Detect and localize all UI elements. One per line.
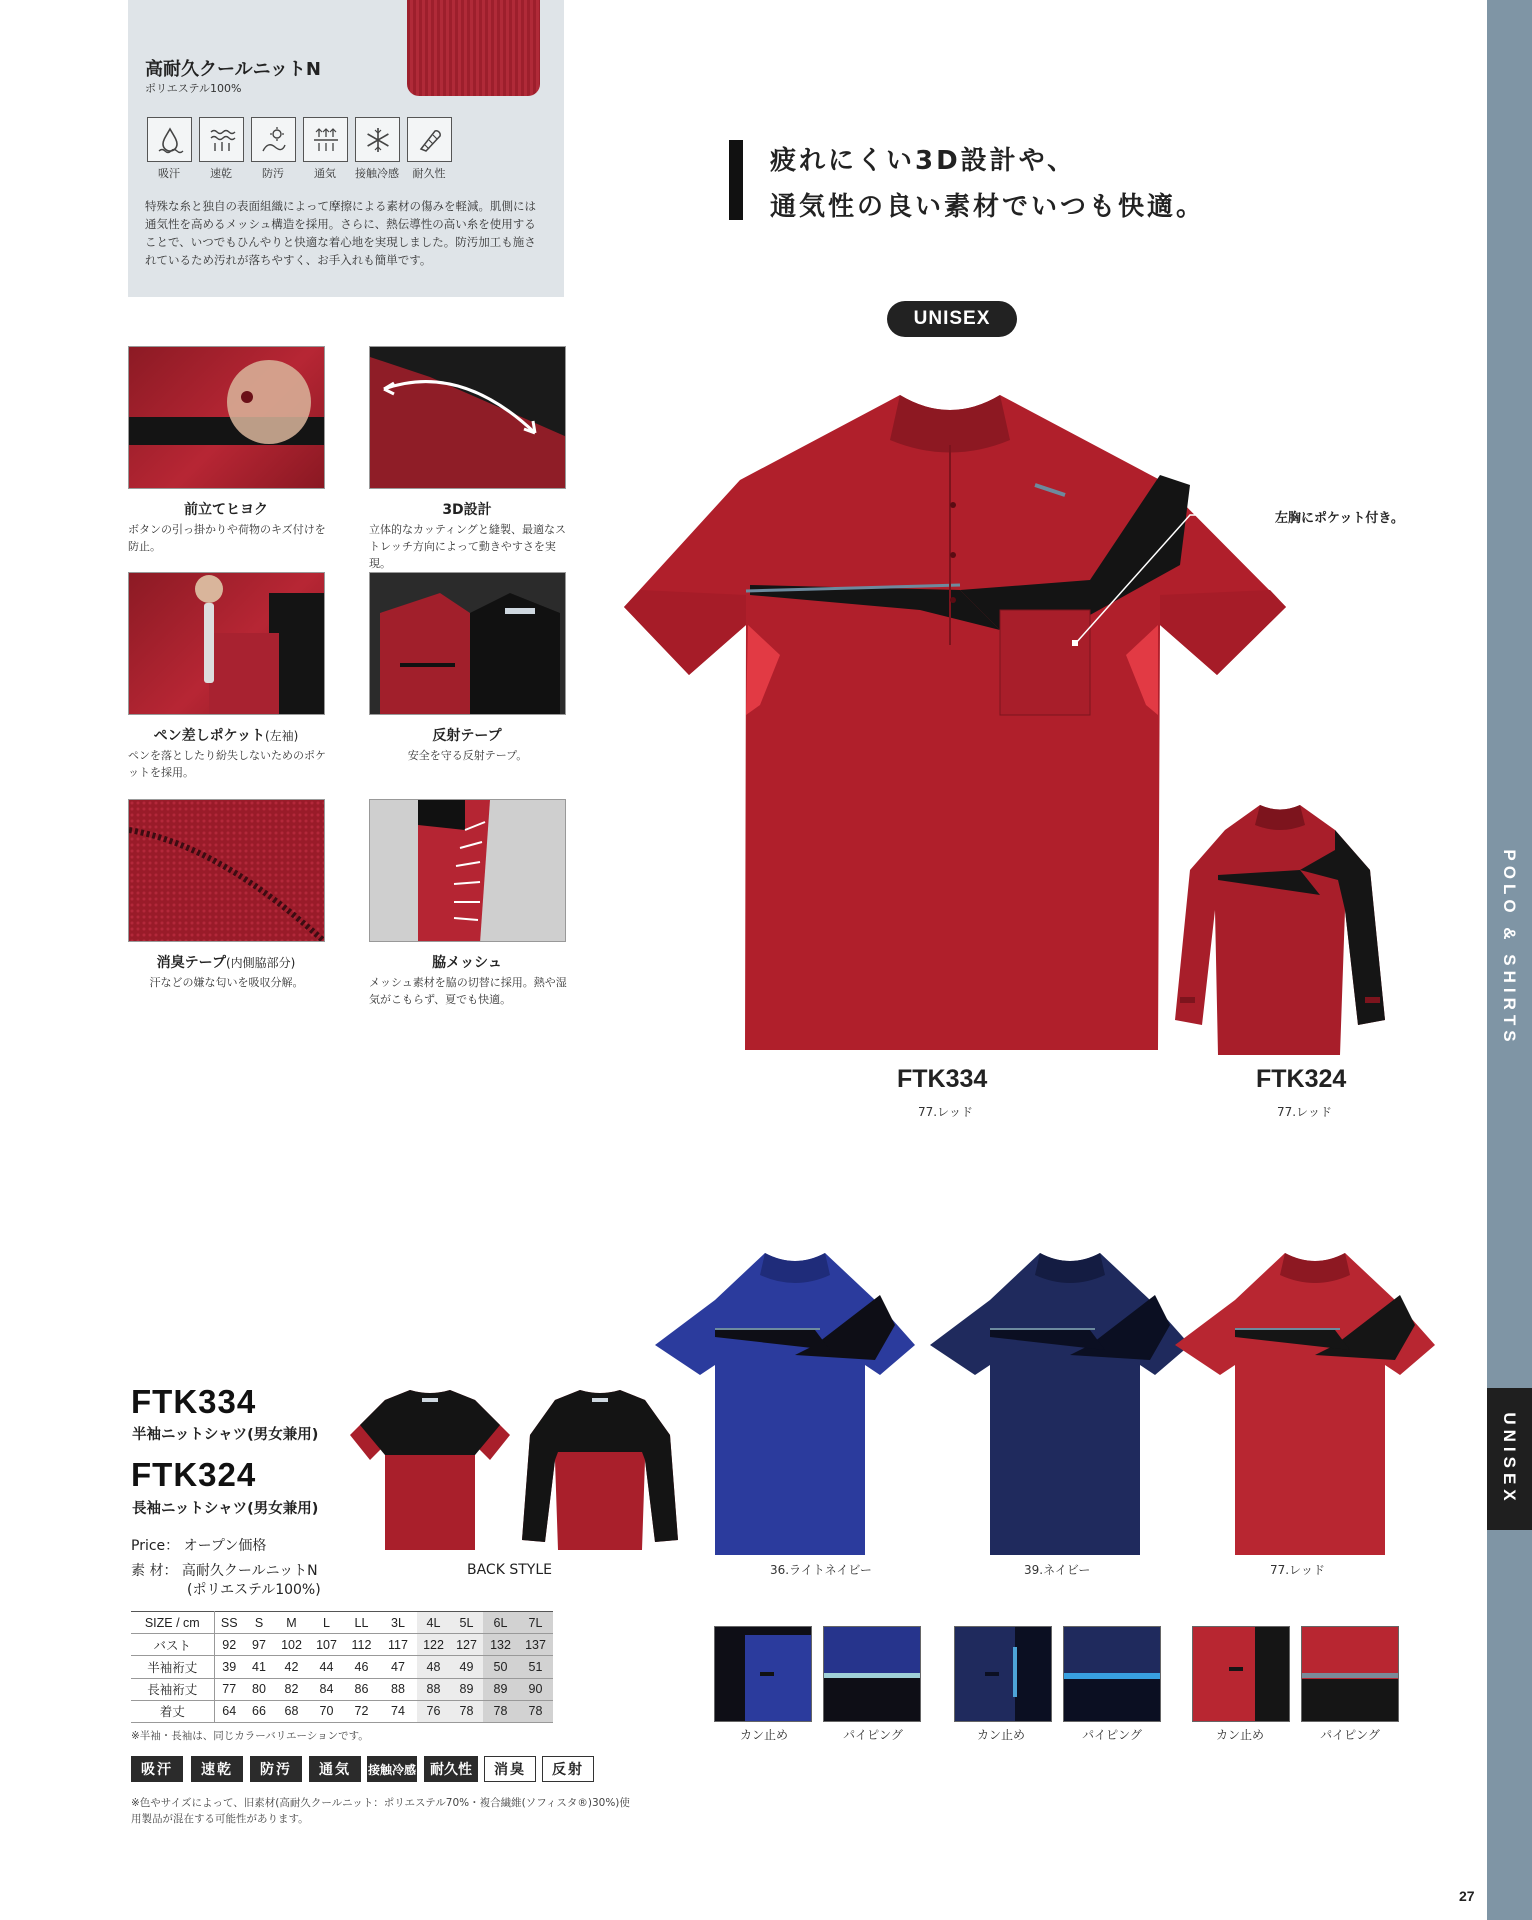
hero-code: FTK324 bbox=[1256, 1065, 1347, 1093]
page-number: 27 bbox=[1459, 1888, 1475, 1904]
unisex-badge: UNISEX bbox=[887, 301, 1017, 337]
back-style-short-sleeve bbox=[350, 1390, 510, 1550]
hero-color: 77.レッド bbox=[918, 1105, 973, 1119]
color-variant-shirts bbox=[655, 1245, 1465, 1555]
droplet-icon bbox=[147, 117, 192, 162]
detail-description: ボタンの引っ掛かりや荷物のキズ付けを防止。 bbox=[128, 523, 326, 553]
snowflake-icon bbox=[355, 117, 400, 162]
variant-shirt-red bbox=[1175, 1253, 1435, 1555]
fabric-icon-label: 接触冷感 bbox=[355, 167, 399, 180]
sidebar-category-label: POLO & SHIRTS bbox=[1500, 849, 1519, 1047]
closeup-piping-light-navy bbox=[823, 1626, 921, 1722]
detail-description: 立体的なカッティングと縫製、最適なストレッチ方向によって動きやすさを実現。 bbox=[369, 523, 567, 570]
price: Price： オープン価格 bbox=[131, 1538, 267, 1554]
size-table-header: SIZE / cm SS S M L LL 3L 4L 5L 6L 7L bbox=[131, 1612, 553, 1634]
feature-badge: 接触冷感 bbox=[367, 1756, 417, 1782]
closeup-piping-navy bbox=[1063, 1626, 1161, 1722]
closeup-label: カン止め bbox=[1215, 1728, 1264, 1742]
table-row: 着丈 64 66 68 70 72 74 76 78 78 78 bbox=[131, 1700, 553, 1722]
quick-dry-icon bbox=[199, 117, 244, 162]
closeup-label: カン止め bbox=[976, 1728, 1025, 1742]
table-row: バスト 92 97 102 107 112 117 122 127 132 137 bbox=[131, 1634, 553, 1656]
feature-badge: 反射 bbox=[542, 1756, 594, 1782]
fabric-description: 特殊な糸と独自の表面組織によって摩擦による素材の傷みを軽減。肌側には通気性を高めるメッシュ構造を採用。さらに、熱伝導性の高い糸を使用することで、いつでもひんやりと快適な着心地を実現しました。防汚加工も施されているため汚れが落ちやすく、お手入れも簡単です。 bbox=[145, 199, 536, 267]
fabric-swatch bbox=[407, 0, 540, 96]
fabric-icon-label: 耐久性 bbox=[412, 167, 446, 180]
closeup-label: パイピング bbox=[1320, 1728, 1380, 1742]
detail-description: 汗などの嫌な匂いを吸収分解。 bbox=[149, 976, 304, 989]
feature-badge: 防汚 bbox=[250, 1756, 302, 1782]
back-style-label: BACK STYLE bbox=[467, 1562, 552, 1578]
headline-bar bbox=[729, 140, 743, 220]
fabric-icon-label: 防汚 bbox=[262, 167, 284, 180]
detail-title: 消臭テープ(内側脇部分) bbox=[156, 955, 296, 971]
closeup-bartack-light-navy bbox=[714, 1626, 812, 1722]
durability-icon bbox=[407, 117, 452, 162]
closeup-label: パイピング bbox=[843, 1728, 903, 1742]
detail-description: メッシュ素材を脇の切替に採用。熱や湿気がこもらず、夏でも快適。 bbox=[369, 976, 567, 1006]
hero-shirt-long-sleeve bbox=[1170, 800, 1390, 1055]
detail-title: 脇メッシュ bbox=[432, 955, 502, 971]
closeup-piping-red bbox=[1301, 1626, 1399, 1722]
headline-line-2: 通気性の良い素材でいつも快適。 bbox=[770, 192, 1206, 222]
fabric-name: 高耐久クールニットN bbox=[145, 59, 321, 80]
stain-guard-icon bbox=[251, 117, 296, 162]
table-row: 長袖裄丈 77 80 82 84 86 88 88 89 89 90 bbox=[131, 1678, 553, 1700]
headline-line-1: 疲れにくい3D設計や、 bbox=[770, 146, 1077, 176]
detail-title: ペン差しポケット(左袖) bbox=[153, 728, 299, 744]
fabric-icon-label: 通気 bbox=[314, 167, 336, 180]
fabric-icon-label: 吸汗 bbox=[158, 167, 180, 180]
detail-photo-deodorant-tape bbox=[128, 799, 325, 942]
detail-title: 反射テープ bbox=[432, 728, 502, 744]
detail-title: 3D設計 bbox=[442, 502, 492, 518]
detail-photo-side-mesh bbox=[369, 799, 566, 942]
closeup-label: パイピング bbox=[1082, 1728, 1142, 1742]
headline bbox=[770, 138, 1205, 230]
ventilation-icon bbox=[303, 117, 348, 162]
detail-photo-pen-pocket bbox=[128, 572, 325, 715]
product-code-1: FTK334 bbox=[131, 1383, 257, 1420]
detail-title: 前立てヒヨク bbox=[184, 502, 268, 518]
feature-badge: 耐久性 bbox=[424, 1756, 478, 1782]
table-row: 半袖裄丈 39 41 42 44 46 47 48 49 50 51 bbox=[131, 1656, 553, 1678]
detail-photo-3d bbox=[369, 346, 566, 489]
closeup-bartack-red bbox=[1192, 1626, 1290, 1722]
pocket-callout-line bbox=[1070, 510, 1270, 650]
sidebar-tab-label: UNISEX bbox=[1500, 1412, 1519, 1506]
hero-color: 77.レッド bbox=[1277, 1105, 1332, 1119]
detail-photo-reflective bbox=[369, 572, 566, 715]
feature-badge: 消臭 bbox=[484, 1756, 536, 1782]
fabric-icon-label: 速乾 bbox=[210, 167, 232, 180]
closeup-label: カン止め bbox=[739, 1728, 788, 1742]
product-code-2: FTK324 bbox=[131, 1456, 257, 1493]
closeup-bartack-navy bbox=[954, 1626, 1052, 1722]
variant-color-label: 39.ネイビー bbox=[1024, 1563, 1091, 1577]
feature-badge: 速乾 bbox=[191, 1756, 243, 1782]
product-name-2: 長袖ニットシャツ(男女兼用) bbox=[132, 1501, 319, 1517]
product-name-1: 半袖ニットシャツ(男女兼用) bbox=[132, 1427, 319, 1443]
hero-code: FTK334 bbox=[897, 1065, 988, 1093]
material: 素 材： 高耐久クールニットN bbox=[131, 1563, 318, 1579]
size-table-note: ※半袖・長袖は、同じカラーバリエーションです。 bbox=[131, 1730, 369, 1742]
size-table bbox=[131, 1611, 553, 1723]
detail-description: 安全を守る反射テープ。 bbox=[407, 749, 528, 762]
fabric-composition: ポリエステル100% bbox=[145, 82, 242, 95]
variant-color-label: 36.ライトネイビー bbox=[770, 1563, 872, 1577]
pocket-callout: 左胸にポケット付き。 bbox=[1275, 511, 1404, 526]
detail-photo-placket bbox=[128, 346, 325, 489]
footnote: ※色やサイズによって、旧素材(高耐久クールニット：ポリエステル70%・複合繊維(ソフィスタ®)30%)使用製品が混在する可能性があります。 bbox=[131, 1797, 630, 1825]
detail-description: ペンを落としたり紛失しないためのポケットを採用。 bbox=[128, 749, 326, 779]
variant-shirt-navy bbox=[930, 1253, 1190, 1555]
feature-badge: 吸汗 bbox=[131, 1756, 183, 1782]
variant-color-label: 77.レッド bbox=[1270, 1563, 1325, 1577]
variant-shirt-light-navy bbox=[655, 1253, 915, 1555]
material-composition: (ポリエステル100%) bbox=[187, 1582, 321, 1598]
feature-badge: 通気 bbox=[309, 1756, 361, 1782]
